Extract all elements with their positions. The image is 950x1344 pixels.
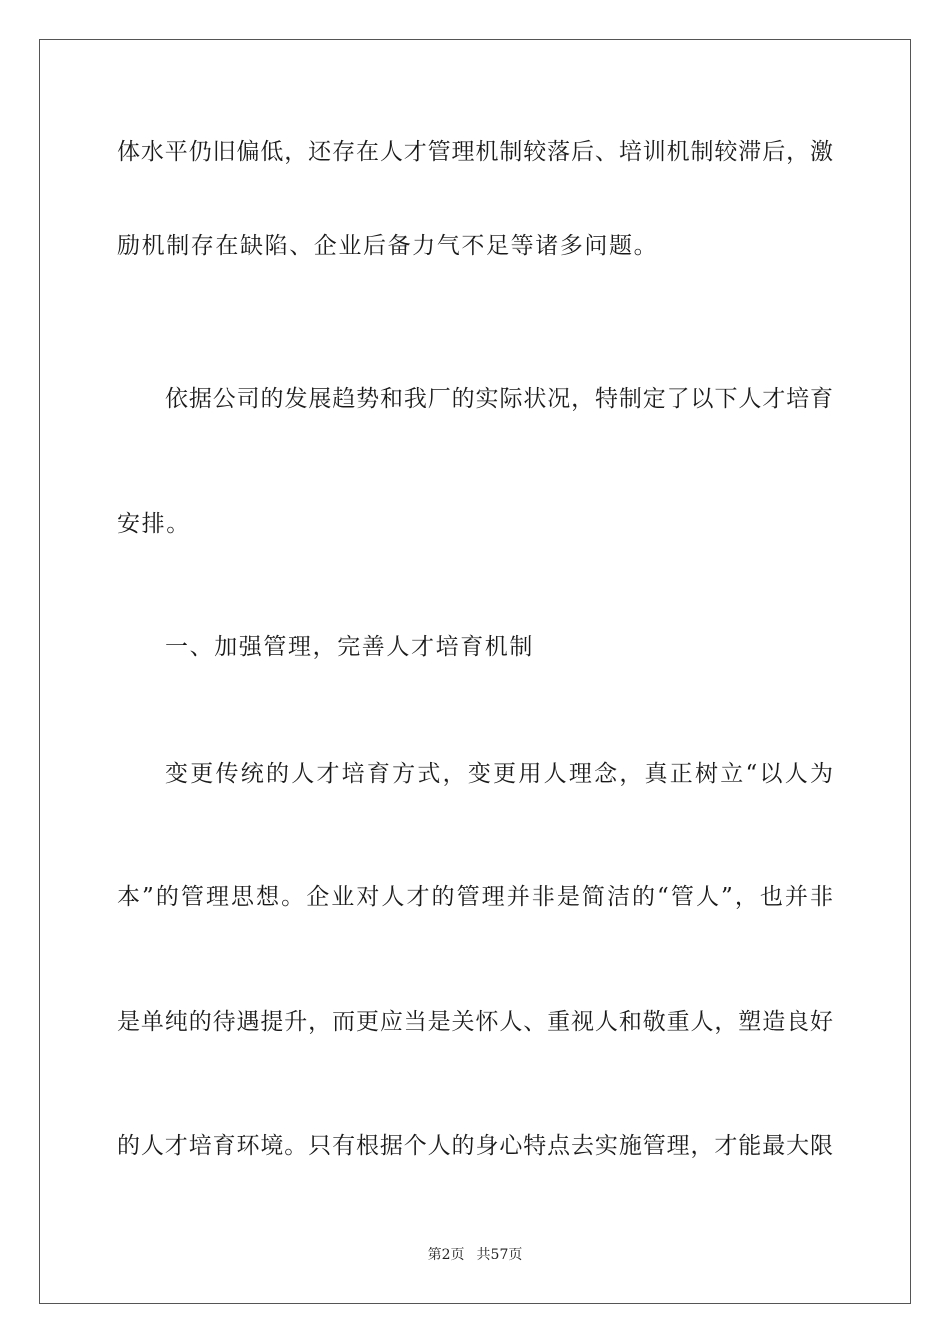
paragraph-line-8: 的人才培育环境。只有根据个人的身心特点去实施管理，才能最大限 [117,1133,833,1159]
paragraph-line-4: 安排。 [117,511,191,537]
page-footer [0,1246,950,1264]
paragraph-line-5: 变更传统的人才培育方式，变更用人理念，真正树立“以人为 [165,761,833,787]
paragraph-line-1: 体水平仍旧偏低，还存在人才管理机制较落后、培训机制较滞后，激 [117,139,833,165]
page-number: 第2页 [427,1247,465,1263]
paragraph-line-6: 本”的管理思想。企业对人才的管理并非是简洁的“管人”，也并非 [117,884,833,910]
section-heading: 一、加强管理，完善人才培育机制 [165,634,534,660]
page-border [39,39,911,1304]
page-total: 共57页 [476,1247,523,1263]
paragraph-line-3: 依据公司的发展趋势和我厂的实际状况，特制定了以下人才培育 [165,386,833,412]
paragraph-line-2: 励机制存在缺陷、企业后备力气不足等诸多问题。 [117,233,659,259]
paragraph-line-7: 是单纯的待遇提升，而更应当是关怀人、重视人和敬重人，塑造良好 [117,1009,833,1035]
